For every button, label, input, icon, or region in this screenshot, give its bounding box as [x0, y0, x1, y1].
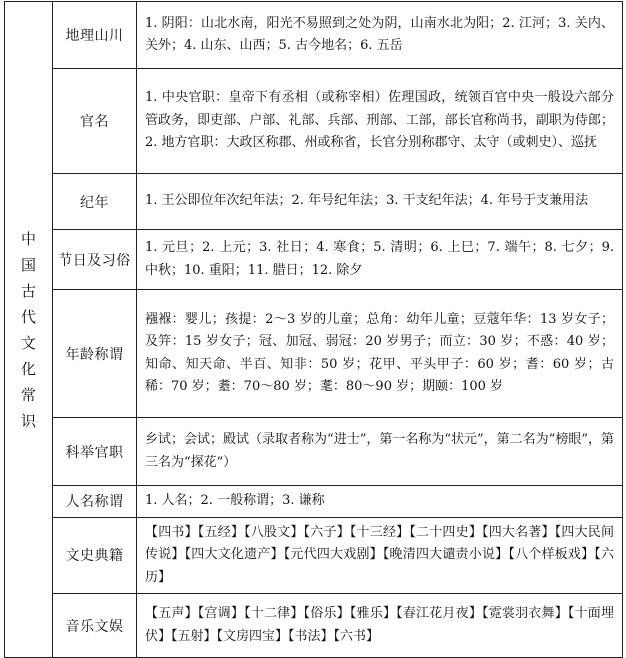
side-label-char: 代 — [20, 307, 36, 326]
content-cell: 乡试；会试；殿试（录取者称为“进士”，第一名称为“状元”，第二名为“榜眼”，第三名为“探花”） — [137, 418, 623, 486]
content-cell: 襁褓：婴儿；孩提：2～3 岁的儿童；总角：幼年儿童；豆蔻年华：13 岁女子；及笄：15 岁女子；冠、加冠、弱冠：20 岁男子；而立：30 岁；不惑：40 岁；知命、知天命、半百、知非：50 岁；花甲、平头甲子：60 岁；耆：60 岁；古稀：70 岁；耋：70～80 岁；耄：80～90 岁；期颐：100 岁 — [137, 290, 623, 418]
side-label-char: 古 — [20, 281, 36, 300]
category-cell: 地理山川 — [53, 2, 137, 69]
table-row — [5, 2, 623, 69]
category-cell: 纪年 — [53, 174, 137, 230]
side-label-char: 国 — [20, 255, 36, 274]
side-label-char: 识 — [20, 411, 36, 430]
content-cell: 1. 王公即位年次纪年法；2. 年号纪年法；3. 干支纪年法；4. 年号于支兼用法 — [137, 174, 623, 230]
content-cell: 1. 阴阳：山北水南，阳光不易照到之处为阴，山南水北为阳；2. 江河；3. 关内、关外；4. 山东、山西；5. 古今地名；6. 五岳 — [137, 2, 623, 69]
table-row — [5, 594, 623, 658]
category-cell: 音乐文娱 — [53, 594, 137, 658]
culture-knowledge-table — [4, 1, 623, 658]
side-label-char: 文 — [20, 333, 36, 352]
category-cell: 人名称谓 — [53, 486, 137, 518]
table-row — [5, 418, 623, 486]
table-row — [5, 69, 623, 174]
category-cell: 科举官职 — [53, 418, 137, 486]
table-row — [5, 230, 623, 290]
table-row — [5, 486, 623, 518]
side-label-char: 中 — [20, 229, 36, 248]
content-cell: 1. 人名；2. 一般称谓；3. 谦称 — [137, 486, 623, 518]
category-cell: 年龄称谓 — [53, 290, 137, 418]
table-row — [5, 174, 623, 230]
category-cell: 官名 — [53, 69, 137, 174]
category-cell: 文史典籍 — [53, 517, 137, 594]
content-cell: 【五声】【宫调】【十二律】【俗乐】【雅乐】【春江花月夜】【霓裳羽衣舞】【十面埋伏】【五射】【文房四宝】【书法】【六书】 — [137, 594, 623, 658]
side-label-char: 化 — [20, 359, 36, 378]
content-cell: 【四书】【五经】【八股文】【六子】【十三经】【二十四史】【四大名著】【四大民间传说】【四大文化遗产】【元代四大戏剧】【晚清四大谴责小说】【八个样板戏】【六历】 — [137, 517, 623, 594]
table-row — [5, 517, 623, 594]
content-cell: 1. 元旦；2. 上元；3. 社日；4. 寒食；5. 清明；6. 上巳；7. 端午；8. 七夕；9. 中秋；10. 重阳；11. 腊日；12. 除夕 — [137, 230, 623, 290]
content-cell: 1. 中央官职：皇帝下有丞相（或称宰相）佐理国政，统领百官中央一般设六部分管政务，即吏部、户部、礼部、兵部、刑部、工部，部长官称尚书，副职为侍郎；2. 地方官职：大政区称郡、州或称省，长官分别称郡守、太守（或刺史）、巡抚 — [137, 69, 623, 174]
table-row — [5, 290, 623, 418]
category-cell: 节日及习俗 — [53, 230, 137, 290]
side-label-cell — [5, 2, 53, 658]
side-label-char: 常 — [20, 385, 36, 404]
